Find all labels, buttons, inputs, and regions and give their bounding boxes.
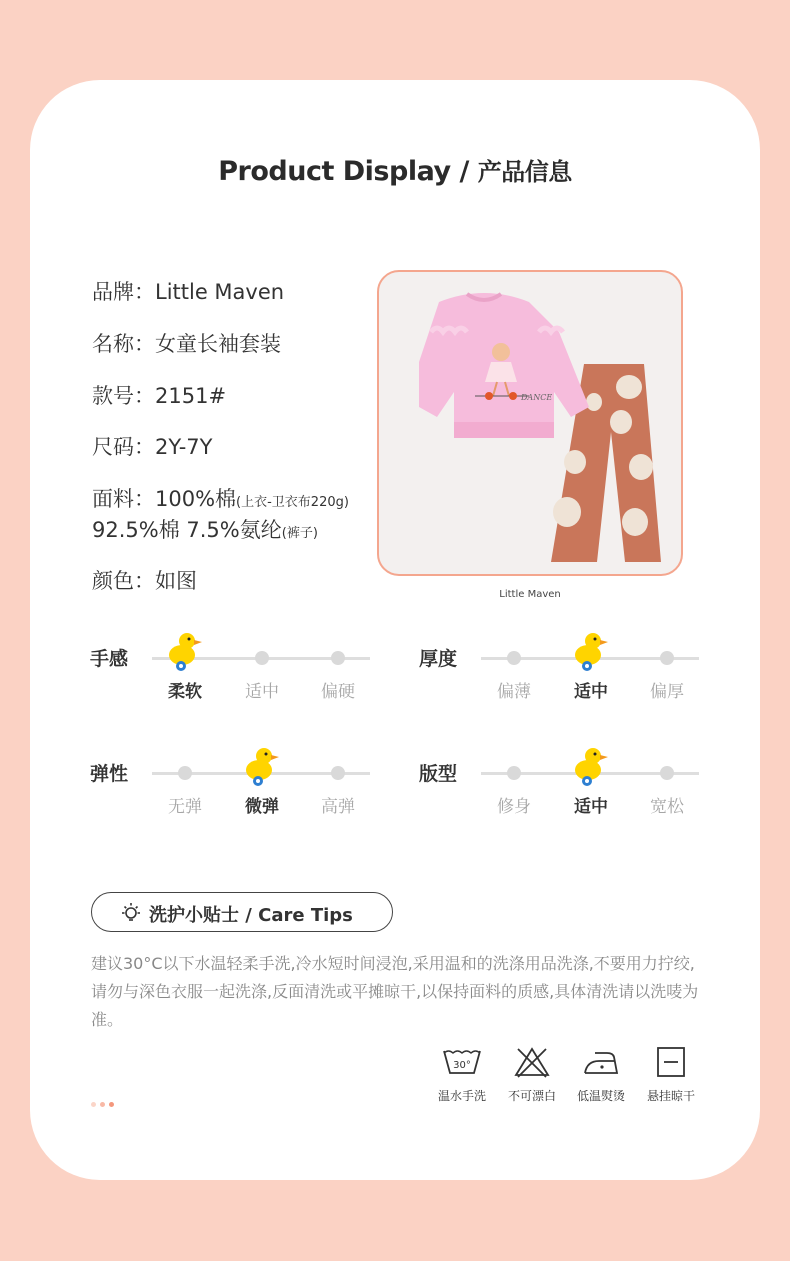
spec-color-label: 颜色： bbox=[92, 569, 155, 593]
rating-dot bbox=[507, 651, 521, 665]
duck-marker-icon bbox=[167, 631, 203, 671]
rating-option: 适中 bbox=[574, 682, 608, 702]
care-icon-no-bleach bbox=[497, 1045, 567, 1104]
spec-name-label: 名称： bbox=[92, 332, 155, 356]
care-icon-hand-wash bbox=[427, 1045, 497, 1104]
spec-fabric-label: 面料： bbox=[92, 487, 155, 511]
rating-option: 偏厚 bbox=[650, 682, 684, 702]
spec-color bbox=[92, 565, 197, 595]
rating-dot bbox=[660, 766, 674, 780]
title-separator: / bbox=[450, 156, 478, 187]
rating-dot bbox=[331, 651, 345, 665]
hand-wash-icon bbox=[442, 1045, 482, 1079]
title-cn: 产品信息 bbox=[477, 158, 572, 186]
rating-label: 版型 bbox=[419, 763, 458, 785]
spec-fabric-note-top: (上衣-卫衣布220g) bbox=[236, 495, 349, 510]
rating-option: 偏薄 bbox=[497, 682, 531, 702]
care-icon-low-iron bbox=[566, 1045, 636, 1104]
low-iron-icon bbox=[581, 1045, 621, 1079]
spec-fabric-note-bottom: (裤子) bbox=[281, 526, 318, 541]
dot-3 bbox=[109, 1102, 114, 1107]
care-label-hand-wash: 温水手洗 bbox=[437, 1089, 486, 1103]
spec-size-label: 尺码： bbox=[92, 435, 155, 459]
sweatshirt bbox=[419, 293, 589, 438]
spec-name-value: 女童长袖套装 bbox=[155, 332, 281, 356]
rating-label: 厚度 bbox=[419, 648, 458, 670]
rating-option: 偏硬 bbox=[321, 682, 355, 702]
care-label-no-bleach: 不可漂白 bbox=[507, 1089, 556, 1103]
rating-option: 微弹 bbox=[245, 797, 279, 817]
spec-brand-value: Little Maven bbox=[155, 280, 285, 304]
spec-fabric bbox=[92, 483, 349, 513]
spec-brand bbox=[92, 276, 284, 306]
spec-name bbox=[92, 328, 281, 358]
rating-option: 宽松 bbox=[650, 797, 684, 817]
spec-fabric-bottom: 92.5%棉 7.5%氨纶 bbox=[92, 518, 282, 542]
spec-color-value: 如图 bbox=[155, 569, 197, 593]
lightbulb-icon bbox=[120, 902, 142, 924]
rating-row bbox=[419, 648, 749, 737]
rating-row bbox=[419, 763, 749, 852]
rating-option: 柔软 bbox=[168, 682, 202, 702]
spec-size bbox=[92, 431, 212, 461]
care-tips-text: 建议30°C以下水温轻柔手洗,冷水短时间浸泡,采用温和的洗涤用品洗涤,不要用力拧绞,请勿与深色衣服一起洗涤,反面清洗或平摊晾干,以保持面料的质感,具体清洗请以洗唛为准。 bbox=[91, 954, 699, 1029]
dot-1 bbox=[91, 1102, 96, 1107]
shirt-print-text: DANCE bbox=[521, 393, 553, 402]
rating-label: 手感 bbox=[90, 648, 129, 670]
dot-2 bbox=[100, 1102, 105, 1107]
rating-dot bbox=[255, 651, 269, 665]
care-tips-badge bbox=[91, 892, 393, 932]
rating-label: 弹性 bbox=[90, 763, 129, 785]
rating-option: 适中 bbox=[245, 682, 279, 702]
care-label-low-iron: 低温熨烫 bbox=[576, 1089, 625, 1103]
care-icon-hang-dry bbox=[636, 1045, 706, 1104]
product-photo bbox=[377, 270, 683, 576]
rating-option: 适中 bbox=[574, 797, 608, 817]
rating-dot bbox=[178, 766, 192, 780]
rating-dot bbox=[331, 766, 345, 780]
decorative-dots bbox=[91, 1092, 118, 1111]
spec-style bbox=[92, 380, 226, 410]
outfit-illustration bbox=[379, 272, 681, 574]
wash-temp-label: 30° bbox=[453, 1060, 471, 1071]
title-en: Product Display bbox=[218, 156, 451, 187]
duck-marker-icon bbox=[573, 746, 609, 786]
rating-option: 高弹 bbox=[321, 797, 355, 817]
rating-option: 修身 bbox=[497, 797, 531, 817]
photo-caption: Little Maven bbox=[499, 589, 561, 600]
hang-dry-icon bbox=[651, 1045, 691, 1079]
rating-option: 无弹 bbox=[168, 797, 202, 817]
spec-fabric-value: 100%棉 bbox=[155, 487, 237, 511]
spec-style-label: 款号： bbox=[92, 384, 155, 408]
spec-style-value: 2151# bbox=[155, 384, 227, 408]
care-tips-label: 洗护小贴士 / Care Tips bbox=[149, 905, 353, 926]
rating-row bbox=[90, 763, 420, 852]
spec-brand-label: 品牌： bbox=[92, 280, 155, 304]
duck-marker-icon bbox=[244, 746, 280, 786]
rating-dot bbox=[660, 651, 674, 665]
spec-size-value: 2Y-7Y bbox=[155, 435, 213, 459]
page-title bbox=[0, 152, 790, 187]
no-bleach-icon bbox=[512, 1045, 552, 1079]
care-label-hang-dry: 悬挂晾干 bbox=[646, 1089, 695, 1103]
spec-fabric-line2 bbox=[92, 514, 318, 544]
rating-row bbox=[90, 648, 420, 737]
duck-marker-icon bbox=[573, 631, 609, 671]
rating-dot bbox=[507, 766, 521, 780]
